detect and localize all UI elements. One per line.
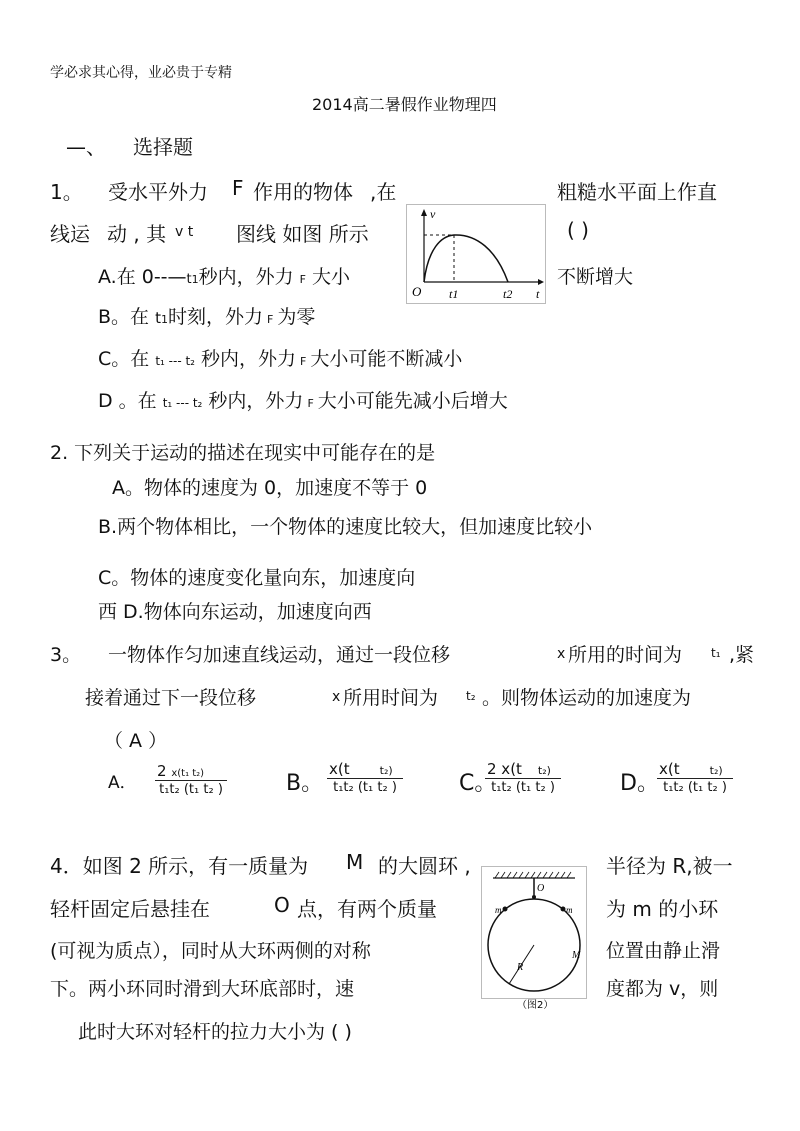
q3-text: 接着通过下一段位移 [85, 687, 257, 709]
section-number: —、 [66, 135, 106, 159]
q4-text: 为 m 的小环 [606, 897, 719, 921]
small-ring-right [561, 907, 566, 912]
q2-option-c: C。物体的速度变化量向东，加速度向 [98, 567, 416, 589]
q3-option-b-label: B。 [286, 771, 324, 796]
figure-frame [407, 205, 546, 304]
q3-text: 所用的时间为 [568, 644, 683, 666]
q1-option-a-end: 不断增大 [557, 266, 634, 288]
ceiling-hatch [495, 872, 571, 878]
q1-text: 线运 [50, 222, 90, 246]
q3-text: 一物体作匀加速直线运动，通过一段位移 [108, 644, 451, 666]
q3-option-d-formula: $\frac{\text{x(t t₂)}}{\text{t₁t₂ (t₁ t₂ )}}$ [657, 760, 733, 795]
q1-text: 粗糙水平面上作直 [557, 180, 717, 204]
t-axis-arrow [538, 279, 544, 285]
q3-number: 3。 [50, 644, 82, 666]
v-axis-arrow [421, 209, 427, 216]
q4-text: M [346, 850, 364, 874]
q3-text: 。则物体运动的加速度为 [482, 687, 692, 709]
q1-text: F [232, 176, 244, 200]
q4-text: 此时大环对轻杆的拉力大小为 ( ) [78, 1021, 352, 1043]
q3-text: x [557, 646, 566, 662]
q1-vt-graph [406, 204, 546, 304]
q3-option-c-label: C。 [459, 771, 497, 796]
q3-text: x [332, 689, 341, 705]
page-header: 学必求其心得，业必贵于专精 [50, 65, 232, 81]
q3-text: 所用时间为 [343, 687, 439, 709]
m-big-label: M [572, 950, 581, 961]
q1-answer-blank: ( ) [567, 218, 589, 242]
q4-text: (可视为质点），同时从大环两侧的对称 [50, 940, 371, 962]
q1-text: 作用的物体 [253, 180, 353, 204]
small-ring-left [503, 907, 508, 912]
q1-option-c: C。在 t₁ --- t₂ 秒内，外力 F 大小可能不断减小 [98, 348, 463, 370]
o-label: O [537, 883, 545, 894]
q4-text: 点，有两个质量 [297, 897, 437, 921]
vt-curve [424, 235, 508, 282]
q4-text: 下。两小环同时滑到大环底部时，速 [50, 978, 355, 1000]
q2-option-d: 西 D.物体向东运动，加速度向西 [98, 601, 372, 623]
t2-label: t2 [503, 287, 513, 301]
q4-text: O [274, 893, 290, 917]
q3-option-a-label: A． [108, 773, 137, 793]
q1-text: 受水平外力 [108, 180, 208, 204]
q4-text: 轻杆固定后悬挂在 [50, 897, 210, 921]
q1-text: 动 , 其 [107, 222, 167, 246]
page-title: 2014高二暑假作业物理四 [312, 95, 497, 114]
section-title: 选择题 [133, 135, 193, 159]
q1-option-a: A.在 0--—t1秒内，外力 F 大小 [98, 266, 351, 288]
m-right-label: m [566, 905, 573, 915]
figure-caption: （图2） [517, 1000, 554, 1011]
q3-text: ,紧 [729, 644, 755, 666]
q3-option-c-formula: $\frac{\text{2 x(t t₂)}}{\text{t₁t₂ (t₁ t₂ )}}$ [485, 760, 561, 795]
m-left-label: m [495, 905, 502, 915]
r-label: R [517, 962, 524, 973]
q2-option-b: B.两个物体相比，一个物体的速度比较大，但加速度比较小 [98, 516, 593, 538]
q1-text: v t [175, 224, 194, 240]
q3-answer: （ A ） [104, 730, 168, 752]
q3-text: t₂ [466, 689, 476, 703]
origin-label: O [412, 284, 422, 299]
q3-text: t₁ [711, 646, 721, 660]
q4-ring-figure [481, 866, 587, 1012]
t-label: t [536, 287, 540, 301]
q1-number: 1。 [50, 180, 83, 204]
q2-stem: 2. 下列关于运动的描述在现实中可能存在的是 [50, 442, 436, 464]
q4-text: 的大圆环 , [378, 854, 471, 878]
q1-option-b: B。在 t1时刻，外力 F 为零 [98, 306, 316, 328]
t1-label: t1 [449, 287, 459, 301]
q4-text: 4．如图 2 所示，有一质量为 [50, 854, 309, 878]
q1-text: ,在 [370, 180, 397, 204]
q4-text: 位置由静止滑 [606, 940, 721, 962]
q1-text: 图线 如图 所示 [236, 222, 369, 246]
q3-option-b-formula: $\frac{\text{x(t t₂)}}{\text{t₁t₂ (t₁ t₂ )}}$ [327, 760, 403, 795]
q2-option-a: A。物体的速度为 0，加速度不等于 0 [112, 477, 428, 499]
q4-text: 度都为 v，则 [606, 978, 719, 1000]
v-label: v [430, 207, 436, 221]
q4-text: 半径为 R,被一 [606, 854, 733, 878]
q3-option-d-label: D。 [620, 771, 659, 796]
q3-option-a-formula: $\frac{\text{2 x(t₁ t₂)}}{\text{t₁t₂ (t₁ t₂ )}}$ [155, 762, 227, 797]
q1-option-d: D 。在 t₁ --- t₂ 秒内，外力 F 大小可能先减小后增大 [98, 390, 508, 412]
